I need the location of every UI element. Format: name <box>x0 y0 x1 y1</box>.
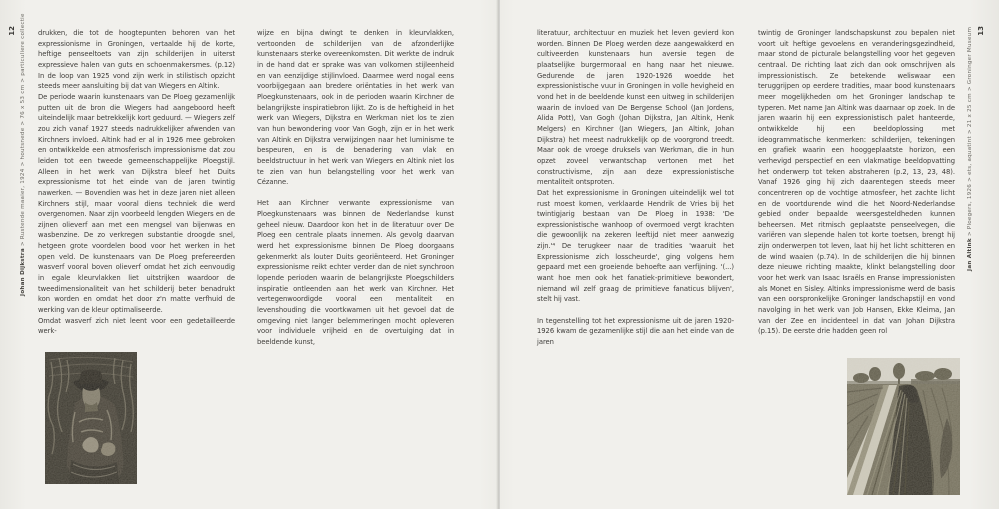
page-left <box>0 0 499 509</box>
paragraph: De periode waarin kunstenaars van De Ploeg gezamenlijk putten uit de bron die Wiegers had aangeboord heeft uiteindelijk maar betrekkelijk kort geduurd. — Wiegers zelf zou zich vanaf 1927 steeds nadrukkelijker afwenden van Kirchners invloed. Altink had er al in 1926 mee gebroken en ontwikkelde een atmosferisch impressionisme dat zou leiden tot een tweede gemeenschappelijke Ploegstijl. Alleen in het werk van Dijkstra bleef het Duits expressionisme tot het einde van de jaren twintig nawerken. — Bovendien was het in deze jaren niet alleen Kirchners stijl, maar vooral diens techniek die werd overgenomen. Naar zijn voorbeeld lengden Wiegers en de zijnen olieverf aan met een mengsel van bijenwas en wasbenzine. De zo verkregen substantie droogde snel, hetgeen grote voordelen bood voor het werken in het open veld. De kunstenaars van De Ploeg prefereerden wasverf vooral boven olieverf omdat het zich eenvoudig in egale kleurvlakken liet uitstrijken waardoor de tweedimensionaliteit van het schilderij beter benadrukt kon worden en omdat het door z'n matte verfhuid de werking van de kleur optimaliseerde. <box>38 92 235 315</box>
woodcut-print-image <box>45 352 137 484</box>
paragraph: Dat het expressionisme in Groningen uiteindelijk wel tot rust moest komen, verklaarde Hendrik de Vries bij het twintigjarig bestaan van De Ploeg in 1938: 'De expressionistische wanhoop of overmoed vergt krachten die gewoonlijk na zekeren leeftijd niet meer aanwezig zijn.'⁴ De terugkeer naar de tradities 'waaruit het Expressionisme zich losscheurde', ging volgens hem gepaard met een groeiende behoefte aan verfijning. '(...) want hoe men ook het fanatiek-primitieve bewondert, niemand wil zelf graag de primitieve fanaticus blijven', stelt hij vast. <box>537 188 734 304</box>
etching-print <box>847 358 960 495</box>
paragraph: Omdat wasverf zich niet leent voor een gedetailleerde werk- <box>38 316 235 336</box>
text-column-right-1 <box>537 28 734 348</box>
paragraph: wijze en bijna dwingt te denken in kleurvlakken, vertoonden de schilderijen van de afzonderlijke kunstenaars sterke overeenkomsten. Dit werkte de indruk in de hand dat er sprake was van volkomen stijleenheid en van eenzijdige stijlinvloed. Daarmee werd nogal eens voorbijgegaan aan bredere oriëntaties in het werk van Ploegkunstenaars, ook in de perioden waarin Kirchner de belangrijkste inspiratiebron lijkt. Zo is de heftigheid in het werk van Wiegers, Dijkstra en Werkman niet los te zien van hun bewondering voor Van Gogh, zijn er in het werk van Altink en Dijkstra verwijzingen naar het luminisme te bespeuren, en is de benadering van vlak en beeldstructuur in het werk van Wiegers en Altink niet los te zien van hun belangstelling voor het werk van Cézanne. <box>257 29 454 187</box>
caption-right-details: > Ploegers, 1926 > ets, aquatint > 21 x 25 cm > Groninger Museum <box>967 26 973 239</box>
paragraph: twintig de Groninger landschapskunst zou bepalen niet voort uit heftige gevoelens en veranderingsgezindheid, maar stond de picturale belangstelling voor het gegeven centraal. De richting laat zich dan ook omschrijven als impressionistisch. Ze betekende weliswaar een teruggrijpen op eerdere tradities, maar bood kunstenaars meer mogelijkheden om het Groninger landschap te typeren. Met name Jan Altink was daarnaar op zoek. In de jaren waarin hij een expressionistisch palet hanteerde, ontwikkelde hij een beeldoplossing met ideogrammatische kenmerken: schilderijen, tekeningen en grafiek waarin een hooggeplaatste horizon, een verhevigd perspectief en een vlakmatige beeldopvatting het onderwerp tot teken abstraheren (p.2, 13, 23, 48). Vanaf 1926 ging hij zich daarentegen steeds meer concentreren op de vochtige atmosfeer, het zachte licht en de voortdurende wind die het Noord-Nederlandse gebied onder bepaalde weersgesteldheden kunnen beheersen. Met ritmisch geplaatste penseelvegen, die variëren van slepende halen tot korte toetsen, brengt hij zijn onderwerpen tot leven, laat hij het licht schitteren en de wind waaien (p.74). In de schilderijen die hij binnen deze nieuwe richting maakte, klinkt belangstelling door voor het werk van Isaac Israëls en Franse impressionisten als Monet en Sisley. Altinks impressionisme werd de basis van een oorspronkelijke Groninger landschapstijl en vond navolging in het werk van Job Hansen, Ekke Kleima, Jan van der Zee en incidenteel in dat van Johan Dijkstra (p.15). De eerste drie hadden geen rol <box>758 29 955 336</box>
paragraph: drukken, die tot de hoogtepunten behoren van het expressionisme in Groningen, vertaalde hij de korte, heftige penseeltoets van zijn schilderijen in uiterst expressieve halen van guts en schoenmakersmes. (p.12) In de loop van 1925 vond zijn werk in stilistisch opzicht steeds meer aansluiting bij dat van Wiegers en Altink. <box>38 29 235 91</box>
caption-right-artist: Jan Altink <box>967 238 973 271</box>
paragraph: Het aan Kirchner verwante expressionisme van Ploegkunstenaars was binnen de Nederlandse kunst geheel nieuw. Daardoor kon het in de literatuur over De Ploeg een centrale plaats innemen. Als gevolg daarvan werd het expressionisme binnen De Ploeg doorgaans gekenmerkt als louter Duits georiënteerd. Het Groninger expressionisme reikt echter verder dan de niet synchroon lopende perioden waarin de belangrijkste Ploegschilders inspiratie ontleenden aan het werk van Kirchner. Het vertegenwoordigde vooral een mentaliteit en levenshouding die voortkwamen uit het gevoel dat de omgeving niet langer belemmeringen mocht opleveren voor individuele vrijheid en de overtuiging dat in beeldende kunst, <box>257 199 454 347</box>
paragraph: literatuur, architectuur en muziek het leven gevierd kon worden. Binnen De Ploeg werden deze aangewakkerd en cultiveerden kunstenaars hun aversie tegen de plaatselijke burgermoraal en hang naar het nieuwe. Gedurende de jaren 1920-1926 woedde het expressionistische vuur in Groningen in volle hevigheid en vond het in de beeldende kunst een uitweg in schilderijen waarin de invloed van De Bergense School (Jan Jordens, Alida Pott), Van Gogh (Johan Dijkstra, Jan Altink, Henk Melgers) en Kirchner (Jan Wiegers, Jan Altink, Johan Dijkstra) het meest nadrukkelijk op de voorgrond treedt. Maar ook de vroege druksels van Werkman, die in hun opzet zoveel verwantschap vertonen met het constructivisme, zijn aan deze expressionistische mentaliteit ontsproten. <box>537 29 734 187</box>
paragraph: In tegenstelling tot het expressionisme uit de jaren 1920-1926 kwam de gezamenlijke stijl die aan het einde van de jaren <box>537 316 734 347</box>
caption-left-details: > Rustende maaier, 1924 > houtsnede > 76 x 53 cm > particuliere collectie <box>20 13 26 249</box>
page-number-left: 12 <box>8 26 16 36</box>
text-column-right-2 <box>758 28 955 337</box>
etching-print-image <box>847 358 960 495</box>
woodcut-print <box>45 352 137 484</box>
caption-left-artist: Johan Dijkstra <box>20 248 26 296</box>
text-column-left-2 <box>257 28 454 348</box>
caption-left <box>20 13 26 296</box>
caption-right <box>967 26 973 271</box>
page-number-right: 13 <box>977 26 985 36</box>
text-column-left-1 <box>38 28 235 337</box>
page-right <box>500 0 999 509</box>
